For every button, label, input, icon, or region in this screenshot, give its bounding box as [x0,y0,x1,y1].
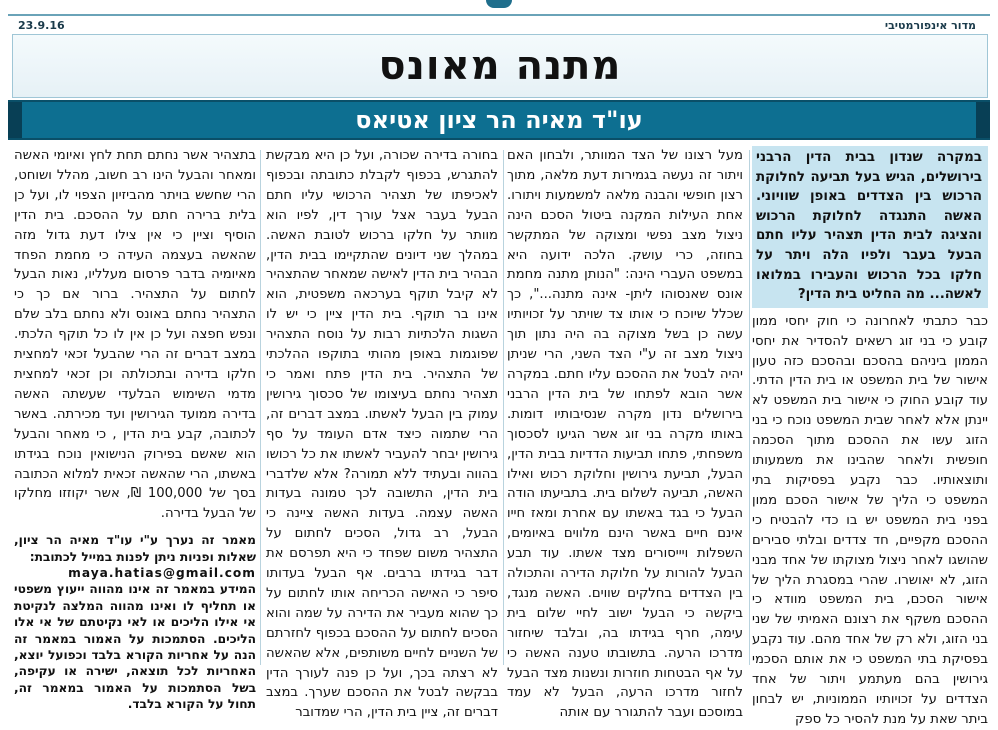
top-ornament [486,0,512,8]
body-text: בחורה בדירה שכורה, ועל כן היא מבקשת להתגרש, בכפוף לקבלת כתובתה ובכפוף לאכיפתו של תצהיר הרכושי עליו חתם הבעל בעבר אצל עורך דין, לפיו הוא מוותר על חלקו ברכוש לטובת האשה. במהלך שני דיונים שהתקיימו בבית הדין, הבהיר בית הדין לאישה שמאחר שהתצהיר לא קיבל תוקף בערכאה משפטית, הוא אינו בר תוקף. בית הדין ציין כי יש לו השגות הלכתיות רבות על נוסח התצהיר שפוגמות באופן מהותי בתוקפו ההלכתי של התצהיר. בית הדין פתח ואמר כי תצהיר נחתם בעיצומו של סכסוך גירושין עמוק בין הבעל לאשתו. במצב דברים זה, הרי שתמוה כיצד אדם העומד על סף גירושין יבחר להעביר לאשתו את כל רכושו בהווה ובעתיד ללא תמורה? אלא שלדברי בית הדין, התשובה לכך טמונה בעדות האשה עצמה. בעדות האשה ציינה כי הבעל, רב גדול, הסכים לחתום על התצהיר משום שפחד כי היא תפרסם את דבר בגידתו ברבים. אף הבעל בעדותו סיפר כי האישה הכריחה אותו לחתום על כך שהוא מעביר את הדירה על שמה והוא הסכים לחתום על ההסכם בכפוף לחזרתם של השניים לחיים משותפים, אלא שהאשה לא רצתה בכך, ועל כן פנה לעורך הדין בבקשה לבטל את ההסכם שערך. במצב דברים זה, ציין בית הדין, הרי שמדובר [266,148,498,721]
legal-disclaimer: המידע במאמר זה אינו מהווה ייעוץ משפטי או תחליף לו ואינו מהווה המלצה לנקיטת אי אילו הליכים או לאי נקיטתם של אי אלו הליכים. הסתמכות על האמור במאמר זה הנה על אחריות הקורא בלבד וכפועל יוצא, האחריות לכל תוצאה, ישירה או עקיפה, בשל הסתמכות על האמור במאמר זה, תחול על הקורא בלבד. [14,582,256,712]
footnote-intro: מאמר זה נערך ע"י עו"ד מאיה הר ציון, שאלות ופניות ניתן לפנות במייל לכתובת: [14,533,256,564]
column-4 [14,146,256,712]
column-2 [507,146,743,721]
column-1 [752,146,988,727]
running-header [18,17,976,35]
author-footnote [14,532,256,712]
section-name: מדור אינפורמטיבי [884,19,976,32]
article-columns [0,146,998,727]
title-box [12,34,988,98]
article-title: מתנה מאונס [378,43,622,89]
body-text: כבר כתבתי לאחרונה כי חוק יחסי ממון קובע כי בני זוג רשאים להסדיר את יחסי הממון ביניהם בהסכם ובהסכם כזה טעון אישור של בית המשפט או בית הדין הדתי. עוד קובע החוק כי אישור בית המשפט לא יינתן אלא לאחר שבית המשפט נוכח כי בני הזוג עשו את ההסכם מתוך הסכמה חופשית ולאחר שהבינו את משמעותו ותוצאותיו. כבר נקבע בפסיקות בתי המשפט כי הליך של אישור הסכם ממון בפני בית המשפט יש בו כדי להבטיח כי ההסכם מקפיים, חד צדדים ובלתי סבירים שהושגו לאחר ניצול מצוקתו של אחד מבני הזוג, לא יאושרו. שהרי במסגרת הליך של אישור הסכם, בית המשפט מוודא כי ההסכם משקף את רצונם האמיתי של שני בני הזוג, ולא רק של אחד מהם. עוד נקבע בפסיקת בתי המשפט כי את אותם הסכמי גירושין בהם מעתמע ויתור של אחד הצדדים על זכויותיו הממוניות, יש לבחון ביתר שאת על מנת להסיר כל ספק [752,313,988,727]
body-text: מעל רצונו של הצד המוותר, ולבחון האם ויתור זה נעשה בגמירות דעת מלאה, מתוך רצון חופשי והבנה מלאה למשמעות ויתורו. אחת העילות המקנה ביטול הסכם הינה ניצול מצב נפשי ומצוקה של המתקשר בחוזה, כרי עושק. הלכה ידועה היא במשפט העברי הינה: "הנותן מתנה מחמת אונס שאנסוהו ליתן- אינה מתנה...", כך שכלל שיוכח כי אותו צד שויתר על זכויותיו עשה כן בשל מצוקה בה היה נתון תוך ניצול מצב זה ע"י הצד השני, הרי שניתן יהיה לבטל את ההסכם עליו חתם. במקרה אשר הובא לפתחו של בית הדין הרבני בירושלים נדון מקרה שנסיבותיו דומות. באותו מקרה בני זוג אשר הגיעו לסכסוך משפחתי, פתחו תביעות הדדיות בבית הדין, הבעל, תביעת גירושין וחלוקת רכוש ואילו האשה, תביעה לשלום בית. בתביעתו הודה הבעל כי בגד באשתו עם אחרת ומאז חייו אינם חיים באשר הינם מלווים באיומים, השפלות ויייסורים מצד אשתו. עוד תבע הבעל להורות על חלוקת הדירה והתכולה בין הצדדים בחלקים שווים. האשה מנגד, ביקשה כי הבעל ישוב לחיי שלום בית עימה, חרף בגידתו בה, ובלבד שיחזור מדרכו הרעה. בתשובתו טענה האשה כי על אף הבטחות חוזרות ונשנות מצד הבעל לחזור מדרכו הרעה, הבעל לא עמד במוסכם ועבר להתגורר עם אותה [507,148,743,721]
issue-date: 23.9.16 [18,19,65,32]
lead-paragraph: במקרה שנדון בבית הדין הרבני בירושלים, הגיש בעל תביעה לחלוקת הרכוש בין הצדדים באופן שוויוני. האשה התנגדה לחלוקת הרכוש והציגה לבית הדין תצהיר עליו חתם הבעל בעבר ולפיו הלה ויתר על חלקו בכל הרכוש והעבירו במלואו לאשה... מה החליט בית הדין? [752,146,988,308]
author-bar [8,100,990,140]
top-rule [8,14,990,16]
author-name: עו"ד מאיה הר ציון אטיאס [355,106,643,134]
contact-email[interactable]: maya.hatias@gmail.com [68,566,256,581]
body-text: בתצהיר אשר נחתם תחת לחץ ואיומי האשה ומאחר והבעל הינו רב חשוב, מהלל ושוחט, הרי שחשש בויתר מהביזיון הצפוי לו, ועל כן בלית ברירה חתם על ההסכם. בית הדין הוסיף וציין כי אין צילו דעת גדול מזה שהאשה בעצמה העידה כי מחמת הפחד מאיומיה בדבר פרסום מעלליו, נאות הבעל לחתום על התצהיר. ברור אם כך כי התצהיר נחתם באונס ולא נחתם בלב שלם ונפש חפצה ועל כן אין לו כל תוקף הלכתי. במצב דברים זה הרי שהבעל זכאי למחצית חלקו בדירה ובתכולתה וכן זכאי למחצית מדמי השימוש הבלעדי שעשתה האשה בדירה ממועד הגירושין ועד מכירתה. באשר לכתובה, קבע בית הדין , כי מאחר והבעל הוא שאשם בפירוק הנישואין נוכח בגידתו באשתו, הרי שהאשה זכאית למלוא הכתובה בסך של 100,000 ₪, אשר יקוזזו מחלקו של הבעל בדירה. [14,148,256,522]
column-3 [266,146,498,721]
